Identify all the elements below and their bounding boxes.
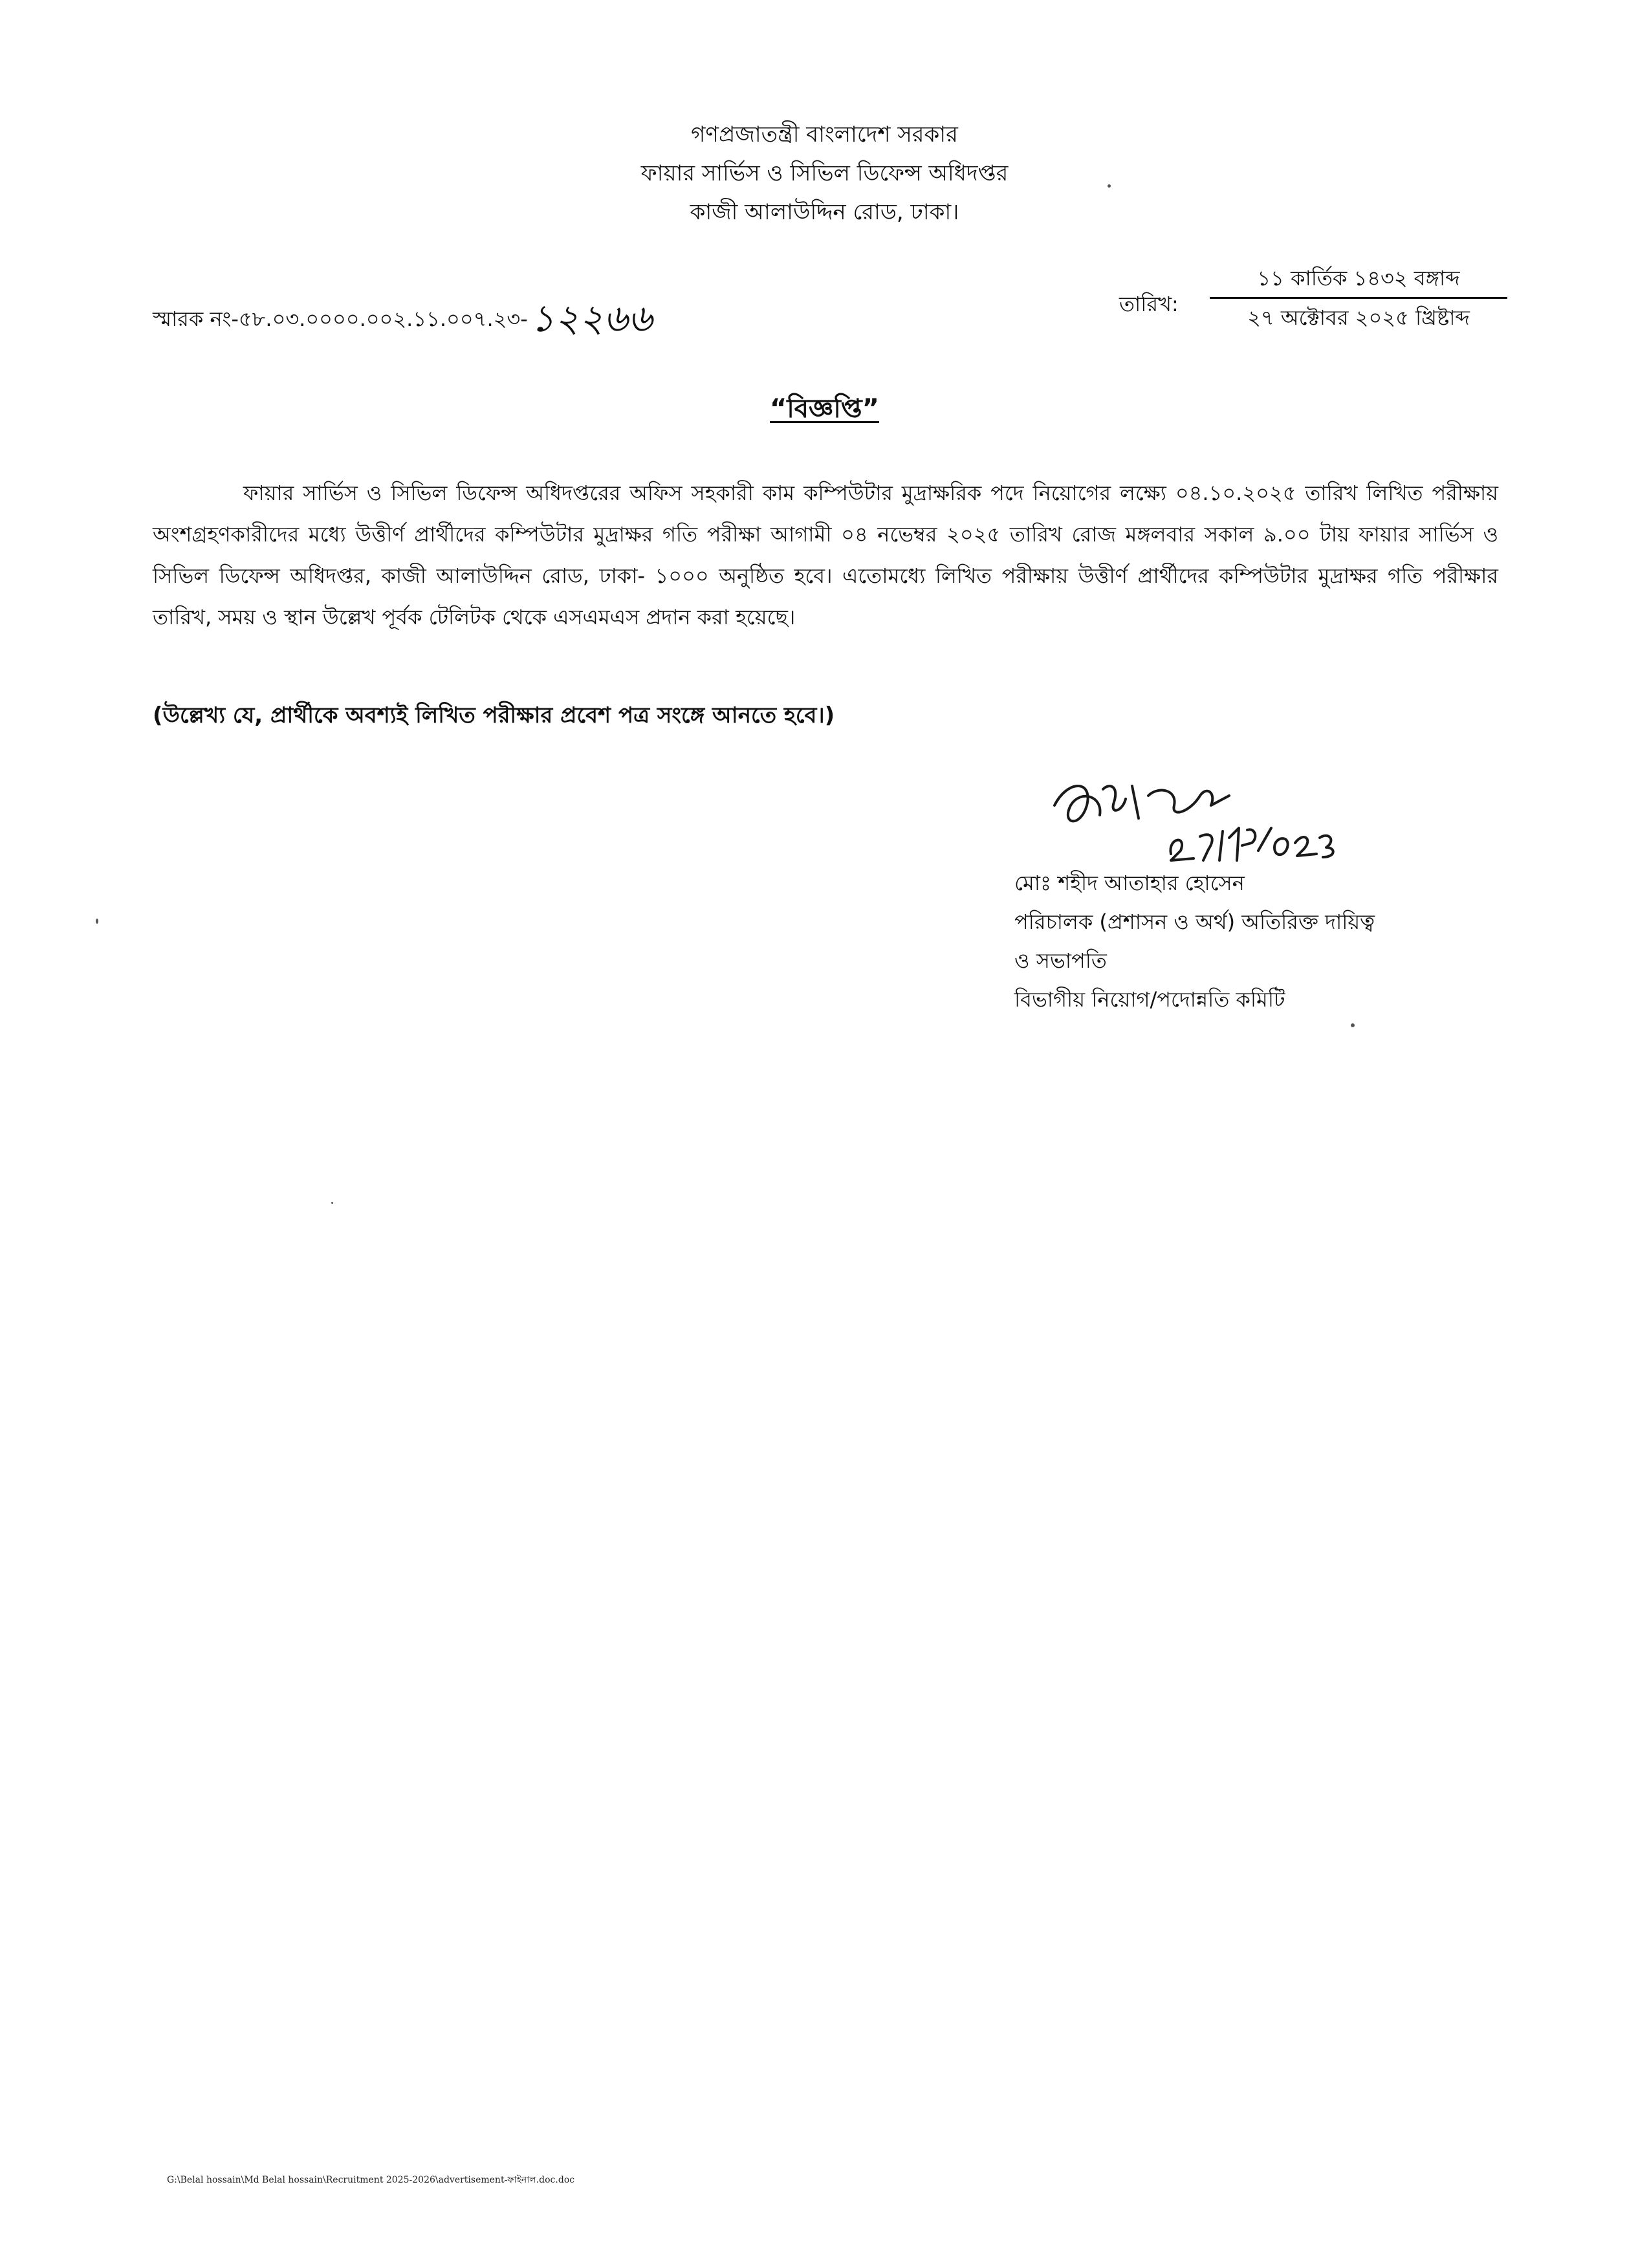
notice-note: (উল্লেখ্য যে, প্রার্থীকে অবশ্যই লিখিত পরীক্ষার প্রবেশ পত্র সংঙ্গে আনতে হবে।) xyxy=(153,703,835,728)
signatory-block xyxy=(1014,864,1375,1019)
signatory-name: মোঃ শহীদ আতাহার হোসেন xyxy=(1014,871,1245,895)
scan-speck xyxy=(1108,184,1111,188)
scan-speck xyxy=(96,919,98,924)
scan-speck xyxy=(331,1202,333,1204)
scan-speck xyxy=(1351,1023,1355,1027)
notice-body: ফায়ার সার্ভিস ও সিভিল ডিফেন্স অধিদপ্তরের অফিস সহকারী কাম কম্পিউটার মুদ্রাক্ষরিক পদে নিয়োগের লক্ষ্যে ০৪.১০.২০২৫ তারিখ লিখিত পরীক্ষায় অংশগ্রহণকারীদের মধ্যে উত্তীর্ণ প্রার্থীদের কম্পিউটার মুদ্রাক্ষর গতি পরীক্ষা আগামী ০৪ নভেম্বর ২০২৫ তারিখ রোজ মঙ্গলবার সকাল ৯.০০ টায় ফায়ার সার্ভিস ও সিভিল ডিফেন্স অধিদপ্তর, কাজী আলাউদ্দিন রোড, ঢাকা- ১০০০ অনুষ্ঠিত হবে। এতোমধ্যে লিখিত পরীক্ষায় উত্তীর্ণ প্রার্থীদের কম্পিউটার মুদ্রাক্ষর গতি পরীক্ষার তারিখ, সময় ও স্থান উল্লেখ পূর্বক টেলিটক থেকে এসএমএস প্রদান করা হয়েছে। xyxy=(153,481,1498,629)
signatory-committee: বিভাগীয় নিয়োগ/পদোন্নতি কমিটি xyxy=(1014,987,1285,1012)
memo-number-text: স্মারক নং-৫৮.০৩.০০০০.০০২.১১.০০৭.২৩- xyxy=(153,307,528,331)
footer-file-path: G:\Belal hossain\Md Belal hossain\Recruitment 2025-2026\advertisement-ফাইনাল.doc.doc xyxy=(167,2175,575,2185)
department-address: কাজী আলাউদ্দিন রোড, ঢাকা। xyxy=(690,199,959,225)
government-name: গণপ্রজাতন্ত্রী বাংলাদেশ সরকার xyxy=(691,122,958,147)
notice-title-text: “বিজ্ঞপ্তি” xyxy=(770,394,879,424)
date-english: ২৭ অক্টোবর ২০২৫ খ্রিষ্টাব্দ xyxy=(1247,305,1470,330)
date-values xyxy=(1210,262,1507,334)
department-name: ফায়ার সার্ভিস ও সিভিল ডিফেন্স অধিদপ্তর xyxy=(640,160,1009,186)
date-bangla: ১১ কার্তিক ১৪৩২ বঙ্গাব্দ xyxy=(1210,262,1507,299)
signatory-role: ও সভাপতি xyxy=(1014,948,1107,973)
memo-number xyxy=(153,290,652,353)
notice-title xyxy=(0,388,1649,431)
letterhead xyxy=(0,115,1649,232)
memo-handwritten-number: ১২২৬৬ xyxy=(530,296,653,340)
date-label: তারিখ: xyxy=(1119,292,1179,316)
signatory-designation: পরিচালক (প্রশাসন ও অর্থ) অতিরিক্ত দায়িত্ব xyxy=(1014,910,1375,934)
handwritten-signature xyxy=(1042,767,1339,870)
